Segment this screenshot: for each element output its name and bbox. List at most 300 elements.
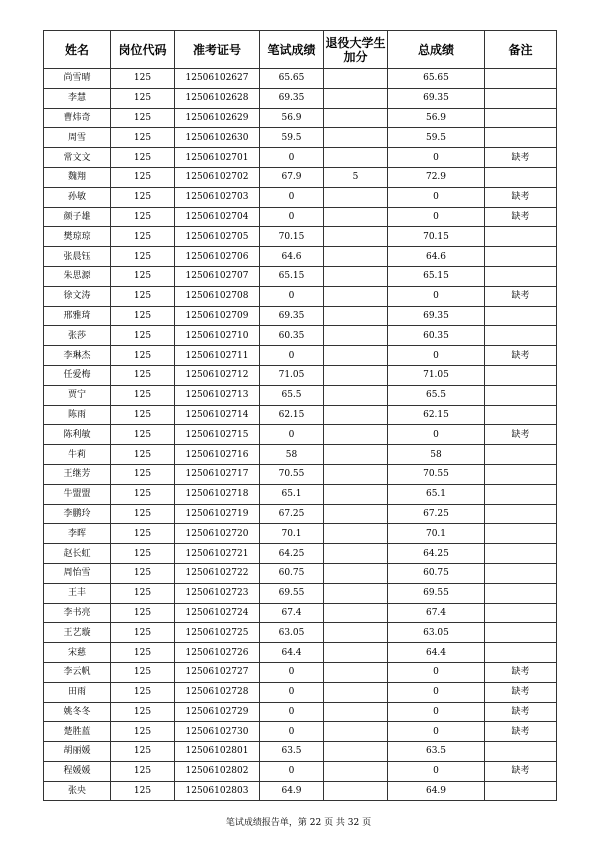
written-score-cell: 64.9 <box>260 781 324 801</box>
veteran-bonus-cell <box>324 702 388 722</box>
veteran-bonus-cell <box>324 722 388 742</box>
veteran-bonus-cell <box>324 207 388 227</box>
total-score-cell: 0 <box>388 207 485 227</box>
post-code-cell: 125 <box>111 722 175 742</box>
table-row <box>44 781 557 801</box>
table-row <box>44 108 557 128</box>
total-score-cell: 62.15 <box>388 405 485 425</box>
ticket-number-cell: 12506102711 <box>175 346 260 366</box>
total-score-cell: 64.25 <box>388 544 485 564</box>
remarks-cell <box>485 167 557 187</box>
veteran-bonus-cell <box>324 662 388 682</box>
header-name: 姓名 <box>44 31 111 69</box>
remarks-cell <box>485 544 557 564</box>
total-score-cell: 0 <box>388 761 485 781</box>
written-score-cell: 0 <box>260 346 324 366</box>
post-code-cell: 125 <box>111 702 175 722</box>
name-cell: 贾宁 <box>44 385 111 405</box>
written-score-cell: 0 <box>260 207 324 227</box>
table-row <box>44 306 557 326</box>
veteran-bonus-cell <box>324 544 388 564</box>
ticket-number-cell: 12506102713 <box>175 385 260 405</box>
written-score-cell: 63.05 <box>260 623 324 643</box>
ticket-number-cell: 12506102723 <box>175 583 260 603</box>
score-table <box>43 30 557 801</box>
name-cell: 胡丽媛 <box>44 742 111 762</box>
remarks-cell: 缺考 <box>485 286 557 306</box>
ticket-number-cell: 12506102802 <box>175 761 260 781</box>
name-cell: 徐文涛 <box>44 286 111 306</box>
veteran-bonus-cell <box>324 504 388 524</box>
post-code-cell: 125 <box>111 425 175 445</box>
total-score-cell: 69.35 <box>388 88 485 108</box>
total-score-cell: 0 <box>388 682 485 702</box>
page-footer: 笔试成绩报告单，第 22 页 共 32 页 <box>225 818 372 828</box>
written-score-cell: 71.05 <box>260 365 324 385</box>
total-score-cell: 0 <box>388 662 485 682</box>
table-row <box>44 544 557 564</box>
written-score-cell: 69.55 <box>260 583 324 603</box>
ticket-number-cell: 12506102716 <box>175 445 260 465</box>
post-code-cell: 125 <box>111 445 175 465</box>
veteran-bonus-cell <box>324 286 388 306</box>
total-score-cell: 67.4 <box>388 603 485 623</box>
remarks-cell: 缺考 <box>485 662 557 682</box>
name-cell: 李云帆 <box>44 662 111 682</box>
ticket-number-cell: 12506102703 <box>175 187 260 207</box>
total-score-cell: 0 <box>388 148 485 168</box>
table-row <box>44 742 557 762</box>
post-code-cell: 125 <box>111 761 175 781</box>
ticket-number-cell: 12506102709 <box>175 306 260 326</box>
table-row <box>44 662 557 682</box>
ticket-number-cell: 12506102706 <box>175 247 260 267</box>
total-score-cell: 71.05 <box>388 365 485 385</box>
name-cell: 朱思源 <box>44 266 111 286</box>
table-row <box>44 326 557 346</box>
veteran-bonus-cell <box>324 563 388 583</box>
veteran-bonus-cell <box>324 187 388 207</box>
veteran-bonus-cell <box>324 682 388 702</box>
name-cell: 邢雅琦 <box>44 306 111 326</box>
name-cell: 赵长虹 <box>44 544 111 564</box>
written-score-cell: 0 <box>260 286 324 306</box>
written-score-cell: 65.1 <box>260 484 324 504</box>
veteran-bonus-cell <box>324 623 388 643</box>
total-score-cell: 65.1 <box>388 484 485 504</box>
ticket-number-cell: 12506102705 <box>175 227 260 247</box>
veteran-bonus-cell <box>324 108 388 128</box>
name-cell: 张央 <box>44 781 111 801</box>
remarks-cell <box>485 306 557 326</box>
table-row <box>44 484 557 504</box>
remarks-cell <box>485 365 557 385</box>
name-cell: 牛莉 <box>44 445 111 465</box>
veteran-bonus-cell <box>324 583 388 603</box>
written-score-cell: 0 <box>260 722 324 742</box>
ticket-number-cell: 12506102724 <box>175 603 260 623</box>
written-score-cell: 0 <box>260 662 324 682</box>
ticket-number-cell: 12506102721 <box>175 544 260 564</box>
remarks-cell <box>485 603 557 623</box>
veteran-bonus-cell <box>324 346 388 366</box>
post-code-cell: 125 <box>111 583 175 603</box>
written-score-cell: 70.55 <box>260 464 324 484</box>
remarks-cell: 缺考 <box>485 702 557 722</box>
total-score-cell: 0 <box>388 722 485 742</box>
table-row <box>44 425 557 445</box>
total-score-cell: 70.1 <box>388 524 485 544</box>
table-row <box>44 464 557 484</box>
remarks-cell <box>485 69 557 89</box>
written-score-cell: 0 <box>260 425 324 445</box>
table-row <box>44 385 557 405</box>
total-score-cell: 64.4 <box>388 643 485 663</box>
table-row <box>44 405 557 425</box>
post-code-cell: 125 <box>111 385 175 405</box>
written-score-cell: 65.65 <box>260 69 324 89</box>
ticket-number-cell: 12506102718 <box>175 484 260 504</box>
post-code-cell: 125 <box>111 326 175 346</box>
remarks-cell <box>485 464 557 484</box>
veteran-bonus-cell <box>324 742 388 762</box>
post-code-cell: 125 <box>111 544 175 564</box>
written-score-cell: 59.5 <box>260 128 324 148</box>
total-score-cell: 69.35 <box>388 306 485 326</box>
total-score-cell: 58 <box>388 445 485 465</box>
name-cell: 孙敏 <box>44 187 111 207</box>
veteran-bonus-cell <box>324 445 388 465</box>
remarks-cell: 缺考 <box>485 148 557 168</box>
remarks-cell <box>485 742 557 762</box>
ticket-number-cell: 12506102704 <box>175 207 260 227</box>
header-ticket-number: 准考证号 <box>175 31 260 69</box>
ticket-number-cell: 12506102729 <box>175 702 260 722</box>
name-cell: 王继芳 <box>44 464 111 484</box>
remarks-cell <box>485 781 557 801</box>
post-code-cell: 125 <box>111 306 175 326</box>
veteran-bonus-cell <box>324 365 388 385</box>
remarks-cell <box>485 643 557 663</box>
name-cell: 陈雨 <box>44 405 111 425</box>
table-row <box>44 623 557 643</box>
written-score-cell: 63.5 <box>260 742 324 762</box>
table-row <box>44 88 557 108</box>
post-code-cell: 125 <box>111 108 175 128</box>
remarks-cell <box>485 504 557 524</box>
name-cell: 李书亮 <box>44 603 111 623</box>
remarks-cell <box>485 108 557 128</box>
veteran-bonus-cell <box>324 148 388 168</box>
ticket-number-cell: 12506102707 <box>175 266 260 286</box>
total-score-cell: 65.15 <box>388 266 485 286</box>
table-row <box>44 207 557 227</box>
remarks-cell: 缺考 <box>485 207 557 227</box>
post-code-cell: 125 <box>111 682 175 702</box>
post-code-cell: 125 <box>111 187 175 207</box>
post-code-cell: 125 <box>111 524 175 544</box>
name-cell: 程媛媛 <box>44 761 111 781</box>
total-score-cell: 70.55 <box>388 464 485 484</box>
name-cell: 宋慈 <box>44 643 111 663</box>
veteran-bonus-cell <box>324 326 388 346</box>
written-score-cell: 0 <box>260 761 324 781</box>
table-row <box>44 761 557 781</box>
name-cell: 牛盟盟 <box>44 484 111 504</box>
post-code-cell: 125 <box>111 742 175 762</box>
written-score-cell: 60.75 <box>260 563 324 583</box>
name-cell: 魏翔 <box>44 167 111 187</box>
remarks-cell <box>485 385 557 405</box>
table-row <box>44 583 557 603</box>
total-score-cell: 63.5 <box>388 742 485 762</box>
name-cell: 王艺璇 <box>44 623 111 643</box>
ticket-number-cell: 12506102720 <box>175 524 260 544</box>
written-score-cell: 56.9 <box>260 108 324 128</box>
written-score-cell: 67.25 <box>260 504 324 524</box>
table-row <box>44 266 557 286</box>
veteran-bonus-cell <box>324 128 388 148</box>
table-row <box>44 187 557 207</box>
written-score-cell: 65.5 <box>260 385 324 405</box>
table-row <box>44 682 557 702</box>
ticket-number-cell: 12506102628 <box>175 88 260 108</box>
written-score-cell: 64.25 <box>260 544 324 564</box>
name-cell: 陈利敏 <box>44 425 111 445</box>
written-score-cell: 0 <box>260 682 324 702</box>
total-score-cell: 64.9 <box>388 781 485 801</box>
total-score-cell: 70.15 <box>388 227 485 247</box>
remarks-cell: 缺考 <box>485 346 557 366</box>
name-cell: 常文文 <box>44 148 111 168</box>
veteran-bonus-cell <box>324 385 388 405</box>
table-row <box>44 603 557 623</box>
remarks-cell <box>485 128 557 148</box>
name-cell: 樊琼琼 <box>44 227 111 247</box>
remarks-cell <box>485 524 557 544</box>
name-cell: 姚冬冬 <box>44 702 111 722</box>
name-cell: 尚雪晴 <box>44 69 111 89</box>
post-code-cell: 125 <box>111 603 175 623</box>
ticket-number-cell: 12506102719 <box>175 504 260 524</box>
written-score-cell: 64.4 <box>260 643 324 663</box>
ticket-number-cell: 12506102714 <box>175 405 260 425</box>
post-code-cell: 125 <box>111 227 175 247</box>
veteran-bonus-cell <box>324 227 388 247</box>
written-score-cell: 0 <box>260 187 324 207</box>
total-score-cell: 56.9 <box>388 108 485 128</box>
ticket-number-cell: 12506102702 <box>175 167 260 187</box>
remarks-cell <box>485 326 557 346</box>
ticket-number-cell: 12506102722 <box>175 563 260 583</box>
ticket-number-cell: 12506102727 <box>175 662 260 682</box>
written-score-cell: 70.1 <box>260 524 324 544</box>
post-code-cell: 125 <box>111 623 175 643</box>
post-code-cell: 125 <box>111 266 175 286</box>
header-veteran-bonus: 退役大学生加分 <box>324 31 388 69</box>
ticket-number-cell: 12506102629 <box>175 108 260 128</box>
written-score-cell: 0 <box>260 148 324 168</box>
table-row <box>44 504 557 524</box>
written-score-cell: 70.15 <box>260 227 324 247</box>
ticket-number-cell: 12506102715 <box>175 425 260 445</box>
total-score-cell: 0 <box>388 187 485 207</box>
table-row <box>44 148 557 168</box>
ticket-number-cell: 12506102730 <box>175 722 260 742</box>
veteran-bonus-cell <box>324 781 388 801</box>
ticket-number-cell: 12506102717 <box>175 464 260 484</box>
written-score-cell: 60.35 <box>260 326 324 346</box>
veteran-bonus-cell: 5 <box>324 167 388 187</box>
total-score-cell: 0 <box>388 702 485 722</box>
post-code-cell: 125 <box>111 69 175 89</box>
table-row <box>44 128 557 148</box>
ticket-number-cell: 12506102701 <box>175 148 260 168</box>
post-code-cell: 125 <box>111 148 175 168</box>
post-code-cell: 125 <box>111 346 175 366</box>
post-code-cell: 125 <box>111 128 175 148</box>
ticket-number-cell: 12506102728 <box>175 682 260 702</box>
table-row <box>44 524 557 544</box>
remarks-cell: 缺考 <box>485 761 557 781</box>
remarks-cell <box>485 563 557 583</box>
name-cell: 李鹏玲 <box>44 504 111 524</box>
name-cell: 张莎 <box>44 326 111 346</box>
veteran-bonus-cell <box>324 266 388 286</box>
total-score-cell: 60.35 <box>388 326 485 346</box>
post-code-cell: 125 <box>111 207 175 227</box>
name-cell: 周怡雪 <box>44 563 111 583</box>
veteran-bonus-cell <box>324 761 388 781</box>
header-total-score: 总成绩 <box>388 31 485 69</box>
post-code-cell: 125 <box>111 167 175 187</box>
ticket-number-cell: 12506102627 <box>175 69 260 89</box>
ticket-number-cell: 12506102712 <box>175 365 260 385</box>
written-score-cell: 0 <box>260 702 324 722</box>
ticket-number-cell: 12506102803 <box>175 781 260 801</box>
written-score-cell: 58 <box>260 445 324 465</box>
name-cell: 颜子雄 <box>44 207 111 227</box>
name-cell: 曹炜奇 <box>44 108 111 128</box>
written-score-cell: 67.9 <box>260 167 324 187</box>
name-cell: 田雨 <box>44 682 111 702</box>
post-code-cell: 125 <box>111 781 175 801</box>
post-code-cell: 125 <box>111 247 175 267</box>
post-code-cell: 125 <box>111 662 175 682</box>
table-row <box>44 346 557 366</box>
remarks-cell <box>485 484 557 504</box>
table-row <box>44 445 557 465</box>
table-row <box>44 365 557 385</box>
total-score-cell: 64.6 <box>388 247 485 267</box>
total-score-cell: 60.75 <box>388 563 485 583</box>
remarks-cell <box>485 445 557 465</box>
veteran-bonus-cell <box>324 425 388 445</box>
post-code-cell: 125 <box>111 643 175 663</box>
name-cell: 王丰 <box>44 583 111 603</box>
header-written-score: 笔试成绩 <box>260 31 324 69</box>
name-cell: 楚胜蓝 <box>44 722 111 742</box>
ticket-number-cell: 12506102708 <box>175 286 260 306</box>
name-cell: 李慧 <box>44 88 111 108</box>
remarks-cell <box>485 247 557 267</box>
name-cell: 周雪 <box>44 128 111 148</box>
total-score-cell: 69.55 <box>388 583 485 603</box>
remarks-cell <box>485 583 557 603</box>
table-row <box>44 167 557 187</box>
post-code-cell: 125 <box>111 464 175 484</box>
post-code-cell: 125 <box>111 405 175 425</box>
veteran-bonus-cell <box>324 405 388 425</box>
written-score-cell: 65.15 <box>260 266 324 286</box>
ticket-number-cell: 12506102630 <box>175 128 260 148</box>
veteran-bonus-cell <box>324 306 388 326</box>
written-score-cell: 67.4 <box>260 603 324 623</box>
ticket-number-cell: 12506102726 <box>175 643 260 663</box>
total-score-cell: 72.9 <box>388 167 485 187</box>
total-score-cell: 67.25 <box>388 504 485 524</box>
total-score-cell: 65.65 <box>388 69 485 89</box>
remarks-cell <box>485 623 557 643</box>
name-cell: 张晨钰 <box>44 247 111 267</box>
veteran-bonus-cell <box>324 88 388 108</box>
written-score-cell: 69.35 <box>260 306 324 326</box>
ticket-number-cell: 12506102801 <box>175 742 260 762</box>
name-cell: 李晖 <box>44 524 111 544</box>
post-code-cell: 125 <box>111 563 175 583</box>
total-score-cell: 0 <box>388 425 485 445</box>
remarks-cell <box>485 266 557 286</box>
header-remarks: 备注 <box>485 31 557 69</box>
remarks-cell: 缺考 <box>485 682 557 702</box>
score-table-body <box>44 69 557 801</box>
remarks-cell <box>485 405 557 425</box>
post-code-cell: 125 <box>111 286 175 306</box>
table-row <box>44 286 557 306</box>
post-code-cell: 125 <box>111 365 175 385</box>
name-cell: 任爱梅 <box>44 365 111 385</box>
ticket-number-cell: 12506102710 <box>175 326 260 346</box>
header-row <box>44 31 557 69</box>
remarks-cell <box>485 227 557 247</box>
name-cell: 李琳杰 <box>44 346 111 366</box>
total-score-cell: 0 <box>388 286 485 306</box>
remarks-cell: 缺考 <box>485 425 557 445</box>
table-row <box>44 702 557 722</box>
veteran-bonus-cell <box>324 524 388 544</box>
written-score-cell: 69.35 <box>260 88 324 108</box>
table-row <box>44 643 557 663</box>
written-score-cell: 64.6 <box>260 247 324 267</box>
veteran-bonus-cell <box>324 603 388 623</box>
post-code-cell: 125 <box>111 88 175 108</box>
ticket-number-cell: 12506102725 <box>175 623 260 643</box>
veteran-bonus-cell <box>324 247 388 267</box>
table-row <box>44 69 557 89</box>
table-row <box>44 722 557 742</box>
total-score-cell: 65.5 <box>388 385 485 405</box>
veteran-bonus-cell <box>324 643 388 663</box>
header-post-code: 岗位代码 <box>111 31 175 69</box>
post-code-cell: 125 <box>111 484 175 504</box>
veteran-bonus-cell <box>324 464 388 484</box>
veteran-bonus-cell <box>324 484 388 504</box>
total-score-cell: 0 <box>388 346 485 366</box>
table-row <box>44 227 557 247</box>
veteran-bonus-cell <box>324 69 388 89</box>
total-score-cell: 63.05 <box>388 623 485 643</box>
table-row <box>44 563 557 583</box>
